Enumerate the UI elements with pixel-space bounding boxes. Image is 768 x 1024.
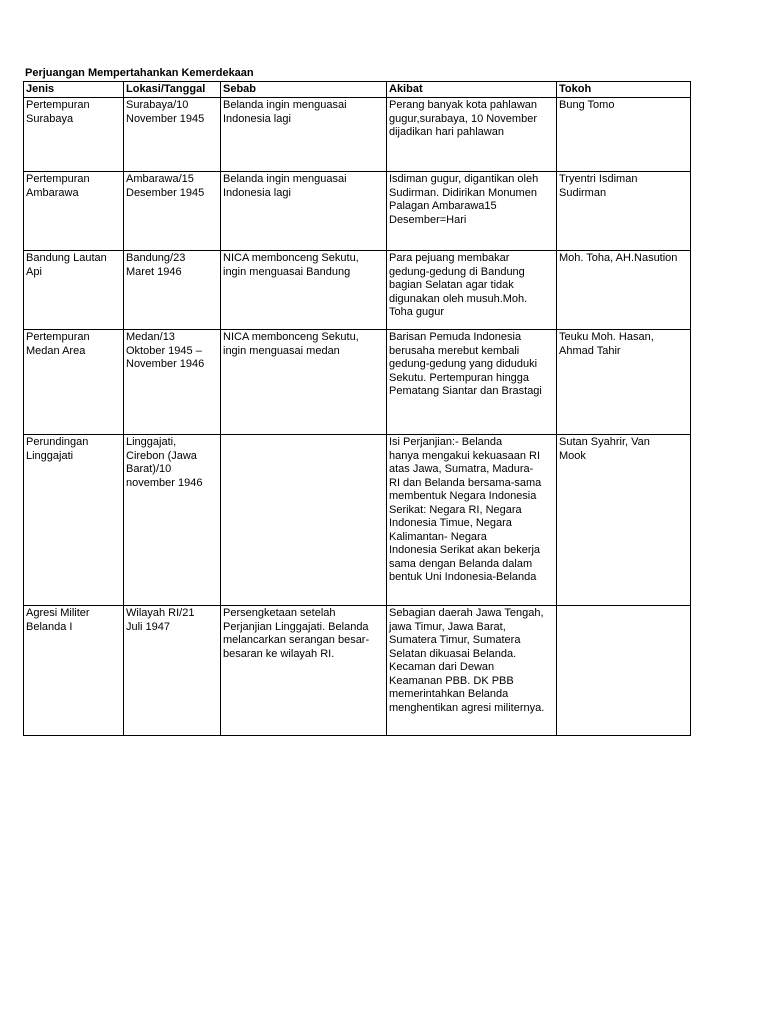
cell-akibat-text: Isi Perjanjian:- Belanda hanya mengakui kekuasaan RI atas Jawa, Sumatra, Madura- RI dan Belanda bersama-sama membentuk Negara Indonesia Serikat: Negara RI, Negara Indonesia Timue, Negara Kalimantan- Negara Indonesia Serikat akan bekerja sama dengan Belanda dalam bentuk Uni Indonesia-Belanda [389,436,542,583]
cell-lokasi [124,606,221,736]
cell-akibat-text: Sebagian daerah Jawa Tengah, jawa Timur, Jawa Barat, Sumatera Timur, Sumatera Selatan dikuasai Belanda. Kecaman dari Dewan Keamanan PBB. DK PBB memerintahkan Belanda menghentikan agresi militernya. [389,607,545,714]
cell-sebab [221,251,387,330]
cell-jenis-text: Pertempuran Medan Area [26,331,90,357]
cell-lokasi-text: Surabaya/10 November 1945 [126,99,205,125]
cell-lokasi [124,251,221,330]
cell-akibat [387,251,557,330]
cell-akibat [387,435,557,606]
cell-tokoh-text: Teuku Moh. Hasan, Ahmad Tahir [559,331,654,357]
cell-jenis-text: Agresi Militer Belanda I [26,607,90,633]
cell-jenis [24,606,124,736]
table-row [24,251,691,330]
table-header-row [24,82,691,98]
column-header-jenis: Jenis [24,82,124,98]
cell-lokasi [124,330,221,435]
cell-tokoh-text: Moh. Toha, AH.Nasution [559,252,678,264]
cell-sebab [221,606,387,736]
struggle-table [23,81,691,736]
cell-sebab-text: NICA membonceng Sekutu, ingin menguasai Bandung [223,252,359,278]
cell-lokasi-text: Bandung/23 Maret 1946 [126,252,186,278]
table-row [24,330,691,435]
cell-tokoh [557,251,691,330]
document-title: Perjuangan Mempertahankan Kemerdekaan [25,67,254,79]
cell-lokasi-text: Ambarawa/15 Desember 1945 [126,173,205,199]
cell-tokoh [557,98,691,172]
cell-lokasi-text: Medan/13 Oktober 1945 – November 1946 [126,331,205,370]
cell-tokoh [557,330,691,435]
cell-jenis-text: Bandung Lautan Api [26,252,107,278]
cell-lokasi-text: Linggajati, Cirebon (Jawa Barat)/10 november 1946 [126,436,203,489]
cell-akibat-text: Para pejuang membakar gedung-gedung di Bandung bagian Selatan agar tidak digunakan oleh musuh.Moh. Toha gugur [389,252,528,318]
column-header-akibat: Akibat [387,82,557,98]
cell-tokoh-text: Bung Tomo [559,99,615,111]
cell-tokoh-text: Tryentri Isdiman Sudirman [559,173,638,199]
cell-tokoh [557,172,691,251]
cell-sebab-text: Persengketaan setelah Perjanjian Linggajati. Belanda melancarkan serangan besar- besaran ke wilayah RI. [223,607,370,660]
cell-akibat [387,172,557,251]
table-row [24,435,691,606]
cell-sebab-text: NICA membonceng Sekutu, ingin menguasai medan [223,331,359,357]
cell-sebab [221,330,387,435]
cell-akibat [387,330,557,435]
cell-akibat-text: Perang banyak kota pahlawan gugur,surabaya, 10 November dijadikan hari pahlawan [389,99,537,138]
cell-sebab-text: Belanda ingin menguasai Indonesia lagi [223,173,347,199]
column-header-sebab: Sebab [221,82,387,98]
cell-sebab [221,172,387,251]
cell-lokasi [124,98,221,172]
cell-sebab [221,435,387,606]
cell-jenis [24,98,124,172]
cell-tokoh [557,606,691,736]
cell-lokasi-text: Wilayah RI/21 Juli 1947 [126,607,195,633]
cell-jenis [24,435,124,606]
cell-tokoh [557,435,691,606]
cell-jenis-text: Pertempuran Ambarawa [26,173,90,199]
cell-jenis [24,330,124,435]
cell-lokasi [124,435,221,606]
cell-sebab-text: Belanda ingin menguasai Indonesia lagi [223,99,347,125]
cell-akibat [387,606,557,736]
table-row [24,98,691,172]
cell-jenis-text: Perundingan Linggajati [26,436,89,462]
column-header-lokasi-tanggal: Lokasi/Tanggal [124,82,221,98]
table-row [24,172,691,251]
column-header-tokoh: Tokoh [557,82,691,98]
cell-jenis [24,251,124,330]
cell-jenis [24,172,124,251]
cell-akibat [387,98,557,172]
cell-tokoh-text: Sutan Syahrir, Van Mook [559,436,650,462]
cell-lokasi [124,172,221,251]
table-row [24,606,691,736]
cell-akibat-text: Barisan Pemuda Indonesia berusaha merebut kembali gedung-gedung yang diduduki Sekutu. Pertempuran hingga Pematang Siantar dan Brastagi [389,331,542,397]
cell-jenis-text: Pertempuran Surabaya [26,99,90,125]
cell-sebab [221,98,387,172]
cell-akibat-text: Isdiman gugur, digantikan oleh Sudirman. Didirikan Monumen Palagan Ambarawa15 Desember=Hari [389,173,539,226]
